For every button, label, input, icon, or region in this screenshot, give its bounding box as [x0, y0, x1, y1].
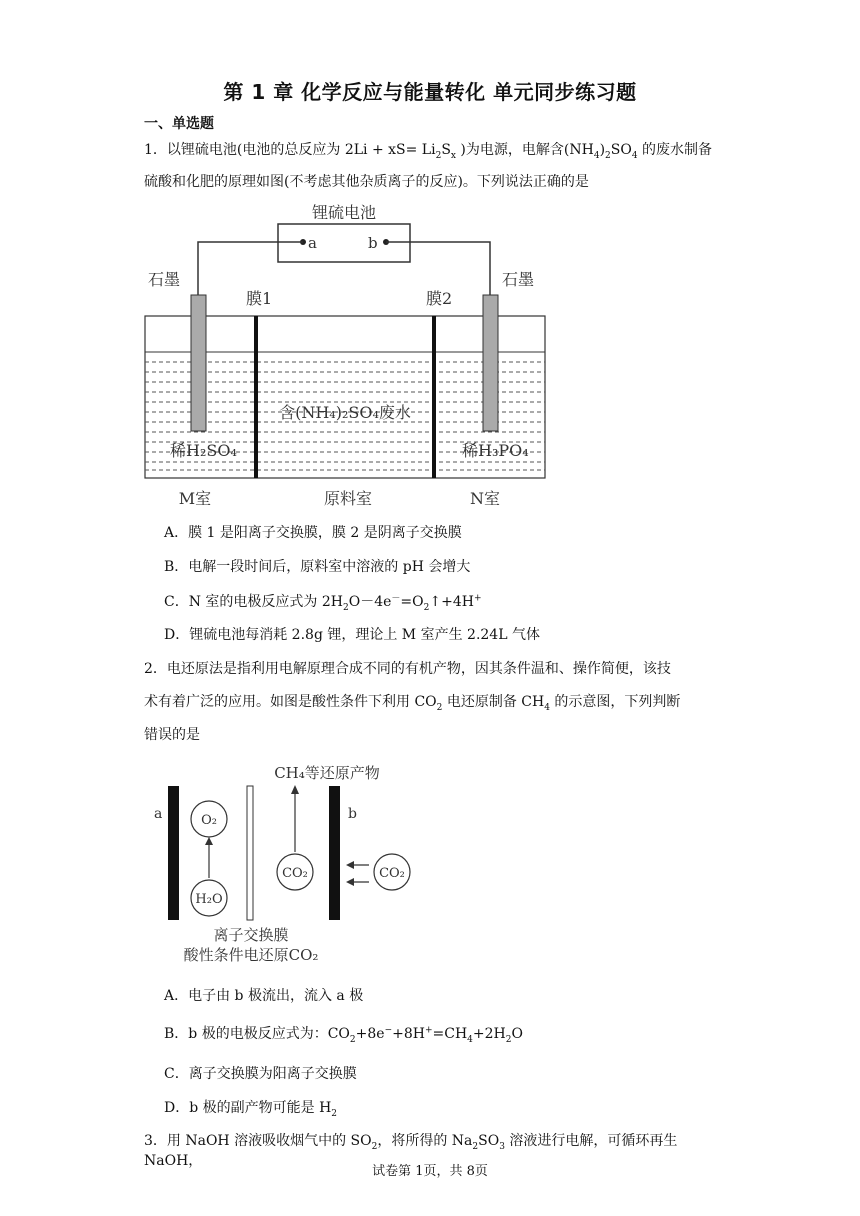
- battery-box: [278, 224, 410, 262]
- q2-option-c: C．离子交换膜为阳离子交换膜: [164, 1066, 357, 1082]
- electrode-left-label: 石墨: [148, 270, 181, 289]
- page-title: 第 1 章 化学反应与能量转化 单元同步练习题: [223, 80, 637, 104]
- solution-mid-label: 含(NH₄)₂SO₄废水: [279, 403, 411, 422]
- electrode-a-label: a: [154, 806, 163, 822]
- q2-stem-line1: 2．电还原法是指利用电解原理合成不同的有机产物，因其条件温和、操作简便，该技: [144, 661, 671, 677]
- product-label: CH₄等还原产物: [274, 764, 380, 782]
- q1-option-d: D．锂硫电池每消耗 2.8g 锂，理论上 M 室产生 2.24L 气体: [164, 627, 540, 643]
- q1-option-a: A．膜 1 是阳离子交换膜，膜 2 是阴离子交换膜: [164, 525, 462, 541]
- co2-inner-label: CO₂: [282, 866, 308, 881]
- battery-label: 锂硫电池: [311, 203, 377, 222]
- graphite-electrode-left: [191, 295, 206, 431]
- q2-electroreduction-figure: [145, 758, 435, 973]
- q2-option-d: D．b 极的副产物可能是 $H_2$: [164, 1100, 338, 1119]
- figure-caption: 酸性条件电还原CO₂: [183, 946, 319, 964]
- electrode-b: [329, 786, 340, 920]
- q1-electrolysis-figure: [140, 196, 560, 516]
- membrane2: [432, 316, 436, 478]
- ion-exchange-membrane: [247, 786, 253, 920]
- section-heading: 一、单选题: [144, 116, 214, 132]
- q3-stem: 3．用 NaOH 溶液吸收烟气中的 $SO_2$，将所得的 $Na_2SO_3$ 溶液进行电解，可循环再生 NaOH，: [144, 1133, 678, 1169]
- room-right-label: N室: [469, 489, 501, 508]
- electrode-a: [168, 786, 179, 920]
- h2o-label: H₂O: [195, 892, 223, 907]
- co2-outer-label: CO₂: [379, 866, 405, 881]
- q1-option-b: B．电解一段时间后，原料室中溶液的 pH 会增大: [164, 559, 471, 575]
- q2-option-a: A．电子由 b 极流出，流入 a 极: [164, 988, 364, 1004]
- electrode-b-label: b: [348, 806, 357, 822]
- membrane2-label: 膜2: [426, 289, 453, 308]
- graphite-electrode-right: [483, 295, 498, 431]
- page-footer: 试卷第 1页，共 8页: [372, 1164, 488, 1179]
- q1-stem-line1: 1．以锂硫电池(电池的总反应为 $2Li + xS= Li_2S_x$ )为电源，电解含$(NH_4)_2SO_4$ 的废水制备: [144, 142, 713, 161]
- solution-right-label: 稀H₃PO₄: [462, 441, 529, 460]
- electrode-right-label: 石墨: [502, 270, 535, 289]
- q1-option-c: C．N 室的电极反应式为 $2H_2O-4e^-=O_2↑+4H^+$: [164, 593, 482, 613]
- wire-left: [198, 242, 278, 295]
- q2-stem-line2: 术有着广泛的应用。如图是酸性条件下利用 $CO_2$ 电还原制备 $CH_4$ 的示意图，下列判断: [144, 694, 681, 713]
- membrane-caption: 离子交换膜: [213, 926, 289, 944]
- solution-left-label: 稀H₂SO₄: [170, 441, 237, 460]
- q1-stem-line2: 硫酸和化肥的原理如图(不考虑其他杂质离子的反应)。下列说法正确的是: [144, 174, 589, 190]
- o2-label: O₂: [201, 813, 217, 828]
- room-mid-label: 原料室: [323, 489, 373, 508]
- membrane1-label: 膜1: [246, 289, 273, 308]
- terminal-a-label: a: [308, 234, 317, 252]
- room-left-label: M室: [178, 489, 212, 508]
- q2-stem-line3: 错误的是: [144, 727, 200, 743]
- wire-right: [410, 242, 490, 295]
- terminal-b-label: b: [368, 234, 378, 252]
- membrane1: [254, 316, 258, 478]
- q2-option-b: B．b 极的电极反应式为：$CO_2+8e^-+8H^+=CH_4+2H_2O$: [164, 1025, 523, 1045]
